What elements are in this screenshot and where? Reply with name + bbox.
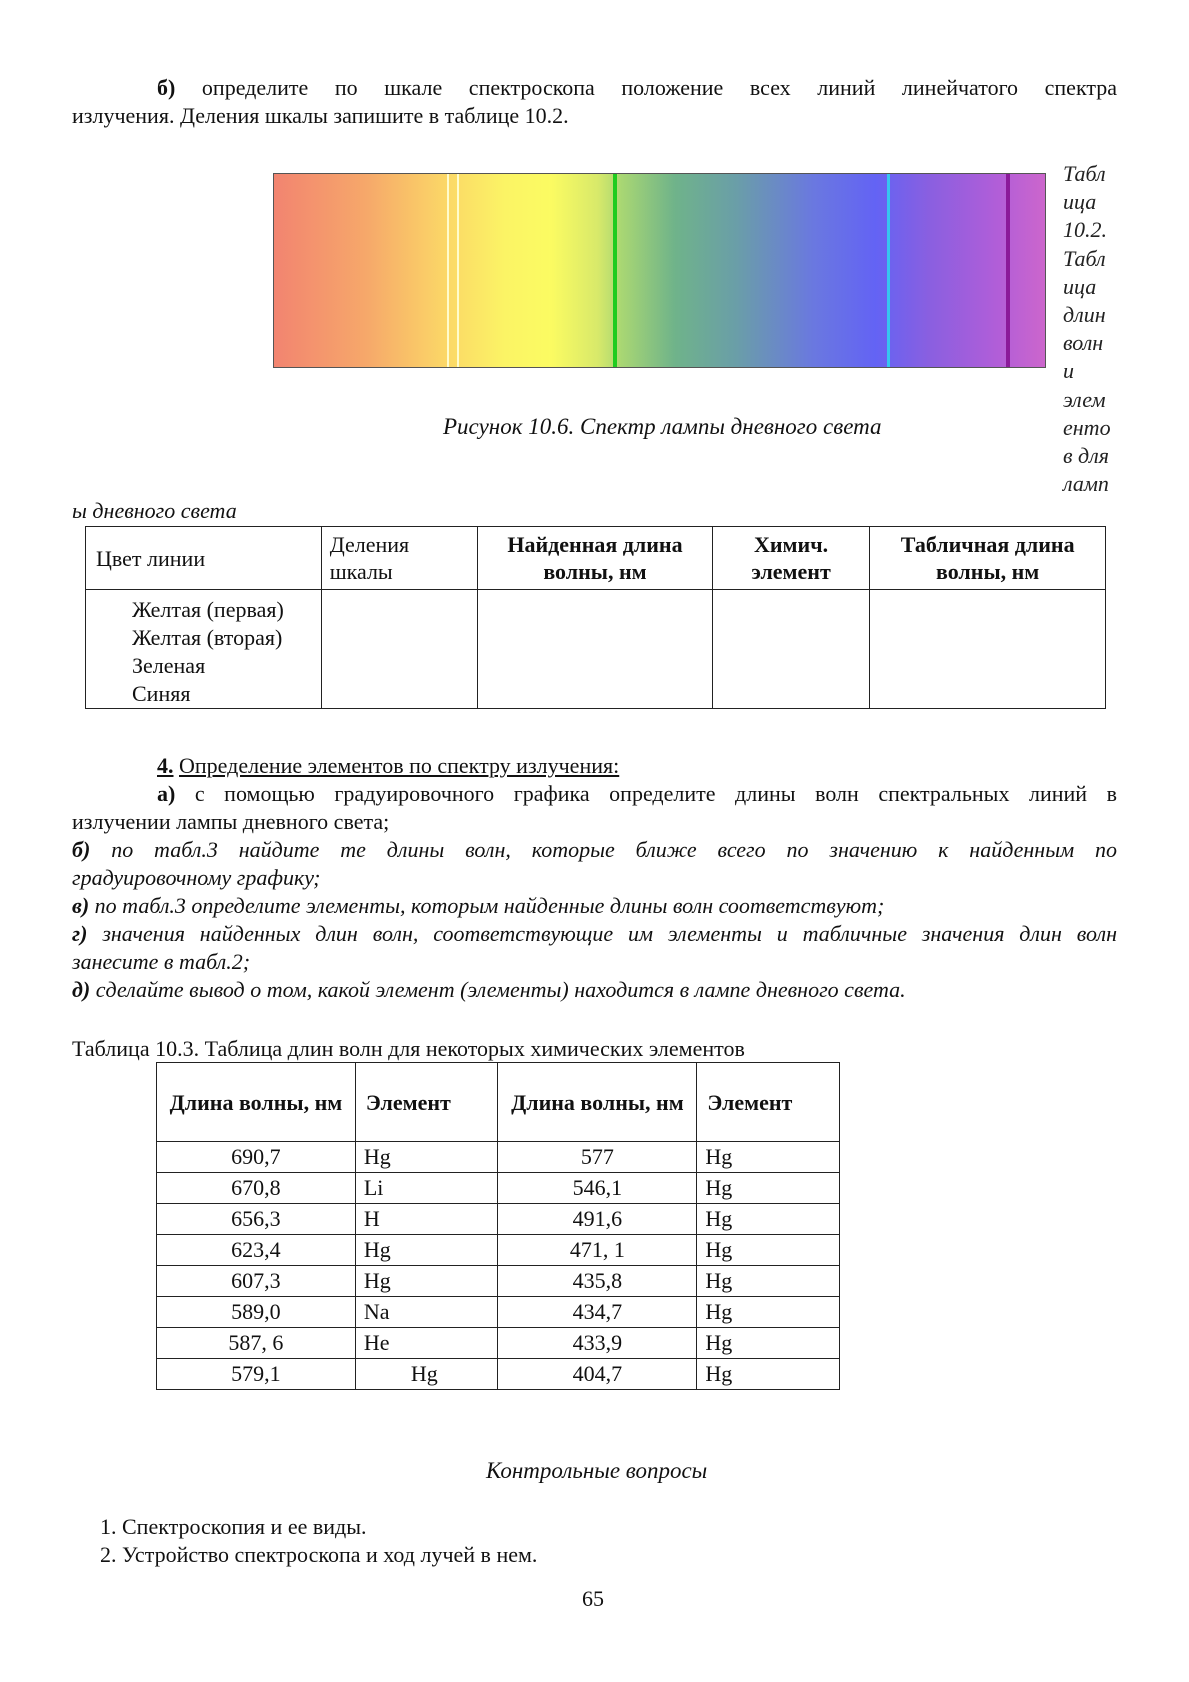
- header-scale-divisions: Деления шкалы: [321, 527, 477, 590]
- color-yellow-first: Желтая (первая): [132, 597, 284, 622]
- wavelength-cell: 607,3: [157, 1266, 356, 1297]
- line-color-cell: [86, 590, 322, 709]
- table-10-3-caption: Таблица 10.3. Таблица длин волн для некоторых химических элементов: [72, 1036, 745, 1061]
- scale-divisions-cell: [321, 590, 477, 709]
- table-row: [157, 1142, 840, 1173]
- color-blue: Синяя: [132, 681, 191, 706]
- wavelength-cell: 404,7: [498, 1359, 697, 1390]
- side-caption-fragment: енто: [1063, 414, 1111, 440]
- figure-caption: Рисунок 10.6. Спектр лампы дневного света: [443, 414, 882, 439]
- table-wavelength-cell: [870, 590, 1106, 709]
- table-row: [157, 1204, 840, 1235]
- step-c-label: в): [72, 893, 90, 918]
- side-caption-fragment: в для: [1063, 443, 1109, 469]
- side-caption-fragment: ламп: [1063, 471, 1109, 497]
- wavelength-cell: 623,4: [157, 1235, 356, 1266]
- header-wavelength-2: Длина волны, нм: [498, 1063, 697, 1142]
- wavelength-cell: 491,6: [498, 1204, 697, 1235]
- wavelength-cell: 579,1: [157, 1359, 356, 1390]
- element-cell: Hg: [697, 1204, 840, 1235]
- side-caption-fragment: ица: [1063, 273, 1097, 299]
- side-caption-fragment: волн: [1063, 330, 1104, 356]
- table-10-2-body-row: [86, 590, 1106, 709]
- wavelength-cell: 656,3: [157, 1204, 356, 1235]
- table-10-3: [156, 1062, 840, 1390]
- color-yellow-second: Желтая (вторая): [132, 625, 283, 650]
- step-a-label: а): [157, 781, 176, 806]
- side-caption-fragment: 10.2.: [1063, 217, 1107, 243]
- found-wavelength-cell: [478, 590, 713, 709]
- step-d-label: г): [72, 921, 88, 946]
- side-caption-fragment: элем: [1063, 386, 1106, 412]
- header-found-wavelength: Найденная длина волны, нм: [478, 527, 713, 590]
- element-cell: H: [355, 1204, 498, 1235]
- step-b-text: по табл.3 найдите те длины волн, которые ближе всего по значению к найденным по: [111, 837, 1118, 862]
- table-row: [157, 1173, 840, 1204]
- chemical-element-cell: [712, 590, 869, 709]
- element-cell: Hg: [697, 1173, 840, 1204]
- header-wavelength-1: Длина волны, нм: [157, 1063, 356, 1142]
- spectral-line-violet: [1006, 174, 1010, 367]
- intro-label: б): [157, 75, 176, 100]
- spectral-line-green: [613, 174, 617, 367]
- header-line-color: Цвет линии: [86, 527, 322, 590]
- element-cell: Li: [355, 1173, 498, 1204]
- header-element-1: Элемент: [355, 1063, 498, 1142]
- side-caption-fragment: Табл: [1063, 245, 1106, 271]
- question-2: 2. Устройство спектроскопа и ход лучей в нем.: [100, 1542, 538, 1567]
- step-d-text: значения найденных длин волн, соответствующие им элементы и табличные значения длин волн: [102, 921, 1117, 946]
- element-cell: He: [355, 1328, 498, 1359]
- intro-line-1: [157, 74, 1117, 102]
- step-e-label: д): [72, 977, 91, 1002]
- header-table-wavelength: Табличная длина волны, нм: [870, 527, 1106, 590]
- table-10-2-side-caption: [1063, 160, 1143, 498]
- table-10-3-body: [157, 1142, 840, 1390]
- step-d-line-2: занесите в табл.2;: [72, 949, 251, 974]
- wavelength-cell: 434,7: [498, 1297, 697, 1328]
- wavelength-cell: 670,8: [157, 1173, 356, 1204]
- step-b-line-1: [72, 836, 1117, 864]
- wavelength-cell: 546,1: [498, 1173, 697, 1204]
- step-e-text: сделайте вывод о том, какой элемент (элементы) находится в лампе дневного света.: [95, 977, 906, 1002]
- side-caption-fragment: ица: [1063, 189, 1097, 215]
- table-10-2: [85, 526, 1106, 709]
- intro-text-1: определите по шкале спектроскопа положение всех линий линейчатого спектра: [201, 75, 1117, 100]
- header-element-2: Элемент: [697, 1063, 840, 1142]
- step-d-line-1: [72, 920, 1117, 948]
- table-row: [157, 1235, 840, 1266]
- element-cell: Hg: [697, 1359, 840, 1390]
- wavelength-cell: 435,8: [498, 1266, 697, 1297]
- step-c-text: по табл.3 определите элементы, которым найденные длины волн соответствуют;: [94, 893, 885, 918]
- element-cell: Hg: [697, 1235, 840, 1266]
- questions-title: Контрольные вопросы: [486, 1458, 708, 1483]
- wavelength-cell: 471, 1: [498, 1235, 697, 1266]
- element-cell: Hg: [355, 1142, 498, 1173]
- step-a-line-1: [157, 780, 1117, 808]
- spectrum-image: [273, 173, 1046, 368]
- wavelength-cell: 589,0: [157, 1297, 356, 1328]
- element-cell: Hg: [697, 1142, 840, 1173]
- wavelength-cell: 690,7: [157, 1142, 356, 1173]
- table-row: [157, 1297, 840, 1328]
- table-10-2-caption-tail: ы дневного света: [72, 498, 237, 523]
- element-cell: Hg: [355, 1266, 498, 1297]
- section-4-title: Определение элементов по спектру излучения:: [179, 753, 620, 778]
- spectral-line-blue: [887, 174, 890, 367]
- step-a-text: с помощью градуировочного графика определите длины волн спектральных линий в: [194, 781, 1117, 806]
- question-1: 1. Спектроскопия и ее виды.: [100, 1514, 367, 1539]
- step-a-line-2: излучении лампы дневного света;: [72, 809, 390, 834]
- line-color-list: [86, 590, 321, 708]
- element-cell: Na: [355, 1297, 498, 1328]
- spectral-line-yellow-1: [447, 174, 449, 367]
- section-4-heading: [157, 752, 619, 780]
- step-b-label: б): [72, 837, 91, 862]
- table-10-3-header-row: [157, 1063, 840, 1142]
- spectral-line-yellow-2: [457, 174, 459, 367]
- step-c: [72, 892, 884, 920]
- table-10-2-header-row: [86, 527, 1106, 590]
- element-cell: Hg: [697, 1328, 840, 1359]
- element-cell: Hg: [355, 1359, 498, 1390]
- side-caption-fragment: Табл: [1063, 161, 1106, 186]
- element-cell: Hg: [355, 1235, 498, 1266]
- color-green: Зеленая: [132, 653, 206, 678]
- section-4-number: 4.: [157, 753, 174, 778]
- wavelength-cell: 433,9: [498, 1328, 697, 1359]
- element-cell: Hg: [697, 1297, 840, 1328]
- side-caption-fragment: и: [1063, 358, 1074, 384]
- page-number: 65: [582, 1586, 604, 1611]
- wavelength-cell: 577: [498, 1142, 697, 1173]
- side-caption-fragment: длин: [1063, 302, 1106, 328]
- element-cell: Hg: [697, 1266, 840, 1297]
- table-row: [157, 1359, 840, 1390]
- table-row: [157, 1266, 840, 1297]
- step-e: [72, 976, 906, 1004]
- intro-line-2: излучения. Деления шкалы запишите в таблице 10.2.: [72, 103, 569, 128]
- wavelength-cell: 587, 6: [157, 1328, 356, 1359]
- step-b-line-2: градуировочному графику;: [72, 865, 321, 890]
- table-row: [157, 1328, 840, 1359]
- header-chemical-element: Химич. элемент: [712, 527, 869, 590]
